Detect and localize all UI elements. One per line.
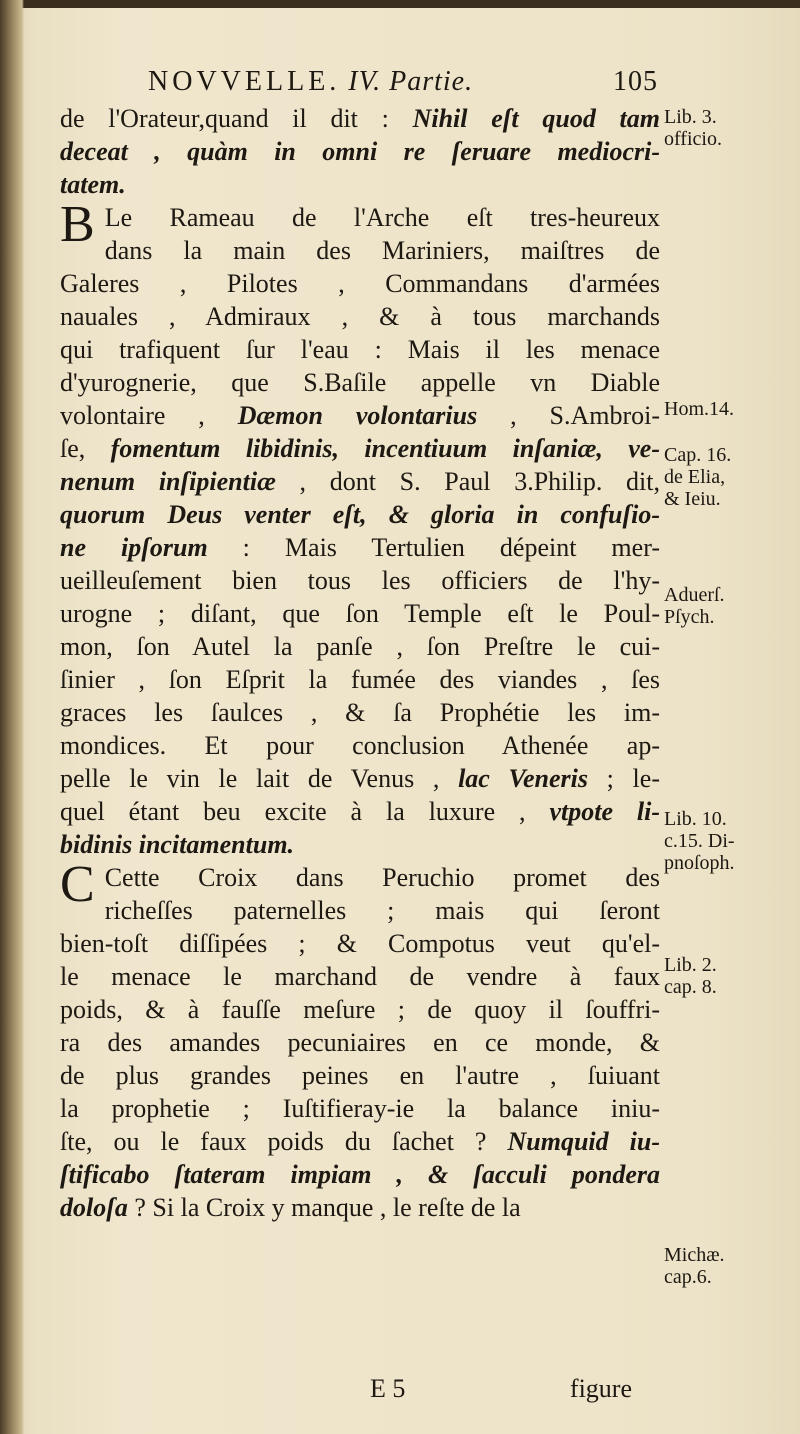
text-line xyxy=(60,795,660,828)
text-line xyxy=(60,102,660,135)
marginal-note-michae-cap6 xyxy=(664,1244,794,1288)
marginal-note-line: cap. 8. xyxy=(664,976,717,998)
text-line xyxy=(60,828,660,861)
text-line xyxy=(60,927,660,960)
text-segment: ; le- xyxy=(587,764,660,793)
marginal-note-line: Lib. 3. xyxy=(664,106,717,128)
drop-cap-c: C xyxy=(60,856,95,913)
text-segment: Galeres , Pilotes , Commandans d'armées xyxy=(60,269,660,298)
text-line xyxy=(60,1059,660,1092)
running-head-title: NOVVELLE. xyxy=(148,66,341,97)
text-line xyxy=(60,1026,660,1059)
text-segment: Cette Croix dans Peruchio promet des xyxy=(104,863,660,892)
latin-quotation: tatem. xyxy=(60,170,126,199)
text-segment: le menace le marchand de vendre à faux xyxy=(60,962,660,991)
marginal-note-hom14 xyxy=(664,398,794,420)
text-line xyxy=(60,663,660,696)
text-line xyxy=(60,465,660,498)
signature-mark: E 5 xyxy=(370,1374,406,1403)
text-segment: nauales , Admiraux , & à tous marchands xyxy=(60,302,660,331)
text-line xyxy=(60,300,660,333)
text-segment: de l'Orateur,quand il dit : xyxy=(60,104,413,133)
text-line xyxy=(60,498,660,531)
marginal-note-lib10-dipnosoph xyxy=(664,808,794,874)
text-line xyxy=(60,1158,660,1191)
text-line xyxy=(60,135,660,168)
text-line xyxy=(60,366,660,399)
text-segment: urogne ; diſant, que ſon Temple eſt le Poul- xyxy=(60,599,660,628)
text-segment: ueilleuſement bien tous les officiers de l'hy- xyxy=(60,566,660,595)
running-head xyxy=(148,66,658,98)
text-line xyxy=(60,762,660,795)
text-line xyxy=(60,696,660,729)
text-line xyxy=(60,861,660,894)
text-segment: ſte, ou le faux poids du ſachet ? xyxy=(60,1127,508,1156)
text-line xyxy=(60,531,660,564)
text-segment: d'yurognerie, que S.Baſile appelle vn Diable xyxy=(60,368,660,397)
marginal-note-line: Michæ. xyxy=(664,1244,725,1266)
latin-quotation: bidinis incitamentum. xyxy=(60,830,295,859)
marginal-note-lib3-officio xyxy=(664,106,794,150)
text-segment: de plus grandes peines en l'autre , ſuiuant xyxy=(60,1061,660,1090)
latin-quotation: Dæmon volontarius xyxy=(237,401,478,430)
text-line xyxy=(60,333,660,366)
marginal-note-line: Lib. 2. xyxy=(664,954,717,976)
latin-quotation: doloſa xyxy=(60,1193,128,1222)
text-segment: ſe, xyxy=(60,434,111,463)
text-line xyxy=(60,267,660,300)
page-top-edge xyxy=(0,0,800,8)
catchline xyxy=(60,1374,660,1408)
body-text xyxy=(60,102,660,1224)
text-line xyxy=(60,960,660,993)
marginal-note-line: pnoſoph. xyxy=(664,852,735,874)
text-line xyxy=(60,993,660,1026)
text-segment: graces les ſaulces , & ſa Prophétie les im- xyxy=(60,698,660,727)
text-segment: qui trafiquent ſur l'eau : Mais il les menace xyxy=(60,335,660,364)
text-line xyxy=(60,234,660,267)
text-line xyxy=(60,1092,660,1125)
text-segment: volontaire , xyxy=(60,401,238,430)
marginal-note-line: de Elia, xyxy=(664,466,726,488)
text-segment: Le Rameau de l'Arche eſt tres-heureux xyxy=(104,203,660,232)
text-line xyxy=(60,168,660,201)
latin-quotation: nenum inſipientiæ xyxy=(60,467,276,496)
page-number: 105 xyxy=(613,66,658,97)
text-segment: la prophetie ; Iuſtifieray-ie la balance iniu- xyxy=(60,1094,660,1123)
text-line xyxy=(60,399,660,432)
drop-cap-b: B xyxy=(60,196,95,253)
text-segment: ra des amandes pecuniaires en ce monde, & xyxy=(60,1028,660,1057)
marginal-note-line: officio. xyxy=(664,128,722,150)
text-segment: ſinier , ſon Eſprit la fumée des viandes , ſes xyxy=(60,665,660,694)
marginal-note-line: c.15. Di- xyxy=(664,830,735,852)
latin-quotation: Nihil eſt quod tam xyxy=(412,104,660,133)
latin-quotation: ne ipſorum xyxy=(60,533,208,562)
latin-quotation: vtpote li- xyxy=(549,797,661,826)
catchword: figure xyxy=(569,1374,632,1403)
text-segment: , dont S. Paul 3.Philip. dit, xyxy=(275,467,660,496)
text-segment: quel étant beu excite à la luxure , xyxy=(60,797,550,826)
text-segment: ? Si la Croix y manque , le reſte de la xyxy=(127,1193,521,1222)
marginal-note-line: Cap. 16. xyxy=(664,444,732,466)
text-segment: dans la main des Mariniers, maiſtres de xyxy=(104,236,660,265)
text-line xyxy=(60,597,660,630)
latin-quotation: fomentum libidinis, incentiuum inſaniæ, ve- xyxy=(110,434,661,463)
text-segment: poids, & à fauſſe meſure ; de quoy il ſouffri- xyxy=(60,995,660,1024)
marginal-note-lib2-cap8 xyxy=(664,954,794,998)
latin-quotation: deceat , quàm in omni re ſeruare mediocri- xyxy=(60,137,660,166)
marginal-note-cap16-de-elia xyxy=(664,444,794,510)
marginal-note-line: & Ieiu. xyxy=(664,488,721,510)
latin-quotation: Numquid iu- xyxy=(507,1127,660,1156)
book-binding-gutter xyxy=(0,0,24,1434)
latin-quotation: quorum Deus venter eſt, & gloria in confuſio- xyxy=(60,500,660,529)
text-segment: richeſſes paternelles ; mais qui ſeront xyxy=(104,896,660,925)
text-line xyxy=(60,201,660,234)
text-segment: pelle le vin le lait de Venus , xyxy=(60,764,459,793)
text-segment: mondices. Et pour conclusion Athenée ap- xyxy=(60,731,660,760)
text-segment: : Mais Tertulien dépeint mer- xyxy=(207,533,660,562)
text-line xyxy=(60,432,660,465)
running-head-part: IV. Partie. xyxy=(348,66,474,97)
marginal-note-line: Pſych. xyxy=(664,606,715,628)
text-segment: , S.Ambroi- xyxy=(477,401,660,430)
marginal-note-line: cap.6. xyxy=(664,1266,712,1288)
text-segment: mon, ſon Autel la panſe , ſon Preſtre le cui- xyxy=(60,632,660,661)
text-segment: bien-toſt diſſipées ; & Compotus veut qu'el- xyxy=(60,929,660,958)
latin-quotation: ſtificabo ſtateram impiam , & ſacculi pondera xyxy=(60,1160,660,1189)
marginal-note-line: Aduerſ. xyxy=(664,584,725,606)
text-line xyxy=(60,894,660,927)
text-line xyxy=(60,1191,660,1224)
text-line xyxy=(60,564,660,597)
text-line xyxy=(60,729,660,762)
marginal-note-aduers-psych xyxy=(664,584,794,628)
marginal-note-line: Lib. 10. xyxy=(664,808,727,830)
latin-quotation: lac Veneris xyxy=(458,764,588,793)
text-line xyxy=(60,630,660,663)
text-line xyxy=(60,1125,660,1158)
marginal-note-line: Hom.14. xyxy=(664,398,734,420)
